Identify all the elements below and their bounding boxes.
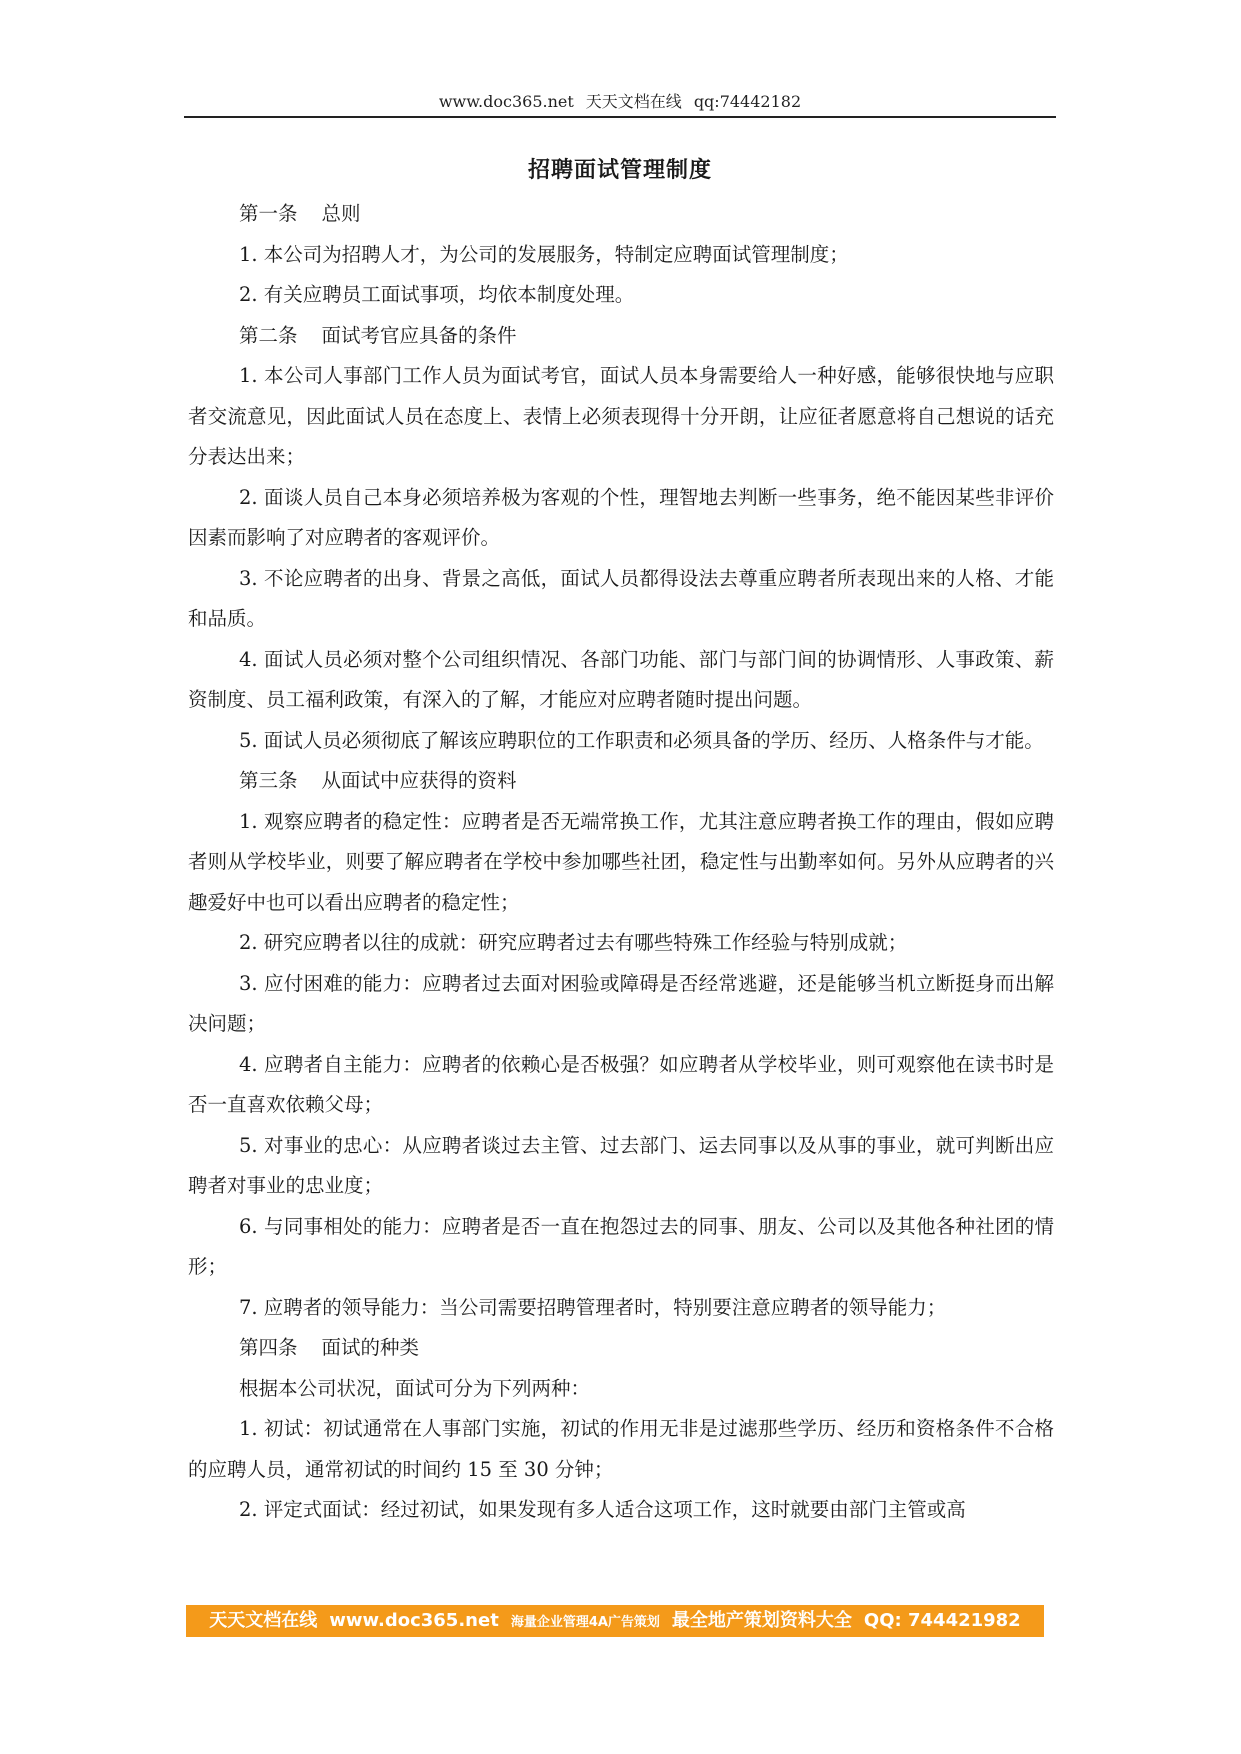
article-title: 面试的种类 — [321, 1336, 420, 1359]
body-paragraph: 3. 应付困难的能力：应聘者过去面对困验或障碍是否经常逃避，还是能够当机立断挺身而出解决问题； — [188, 971, 1054, 1035]
article-title: 从面试中应获得的资料 — [321, 769, 517, 792]
article-heading — [188, 316, 1054, 357]
body-paragraph: 2. 研究应聘者以往的成就：研究应聘者过去有哪些特殊工作经验与特别成就； — [239, 931, 908, 954]
footer-slogan-2: 最全地产策划资料大全 — [671, 1610, 852, 1631]
body-paragraph: 2. 有关应聘员工面试事项，均依本制度处理。 — [239, 283, 635, 306]
footer-site: 天天文档在线 — [209, 1610, 318, 1631]
body-paragraph: 5. 对事业的忠心：从应聘者谈过去主管、过去部门、运去同事以及从事的事业，就可判断出应聘者对事业的忠业度； — [188, 1133, 1054, 1197]
body-paragraph: 根据本公司状况，面试可分为下列两种： — [239, 1376, 591, 1400]
article-number: 第四条 — [239, 1336, 298, 1359]
body-paragraph: 4. 面试人员必须对整个公司组织情况、各部门功能、部门与部门间的协调情形、人事政策、薪资制度、员工福利政策，有深入的了解，才能应对应聘者随时提出问题。 — [188, 647, 1054, 711]
header-qq: qq:74442182 — [693, 92, 802, 111]
header-site: 天天文档在线 — [585, 92, 682, 111]
body-paragraph: 7. 应聘者的领导能力：当公司需要招聘管理者时，特别要注意应聘者的领导能力； — [239, 1295, 947, 1319]
body-paragraph: 4. 应聘者自主能力：应聘者的依赖心是否极强？如应聘者从学校毕业，则可观察他在读书时是否一直喜欢依赖父母； — [188, 1052, 1054, 1116]
body-paragraph: 1. 本公司为招聘人才，为公司的发展服务，特制定应聘面试管理制度； — [239, 242, 849, 266]
header-url: www.doc365.net — [438, 92, 574, 111]
body-paragraph: 6. 与同事相处的能力：应聘者是否一直在抱怨过去的同事、朋友、公司以及其他各种社团的情形； — [188, 1214, 1054, 1278]
header-divider — [184, 116, 1056, 118]
document-body — [188, 194, 1054, 1531]
article-number: 第一条 — [239, 202, 298, 225]
article-number: 第三条 — [239, 769, 298, 792]
body-paragraph: 5. 面试人员必须彻底了解该应聘职位的工作职责和必须具备的学历、经历、人格条件与才能。 — [239, 728, 1044, 752]
body-paragraph: 3. 不论应聘者的出身、背景之高低，面试人员都得设法去尊重应聘者所表现出来的人格、才能和品质。 — [188, 566, 1054, 630]
article-title: 面试考官应具备的条件 — [321, 323, 517, 347]
page-header — [184, 88, 1056, 116]
article-heading — [188, 1328, 1054, 1369]
body-paragraph: 1. 初试：初试通常在人事部门实施，初试的作用无非是过滤那些学历、经历和资格条件不合格的应聘人员，通常初试的时间约 15 至 30 分钟； — [188, 1417, 1054, 1481]
body-paragraph: 2. 评定式面试：经过初试，如果发现有多人适合这项工作，这时就要由部门主管或高 — [239, 1498, 966, 1521]
article-heading — [188, 761, 1054, 802]
article-number: 第二条 — [239, 323, 298, 347]
body-paragraph: 1. 观察应聘者的稳定性：应聘者是否无端常换工作，尤其注意应聘者换工作的理由，假如应聘者则从学校毕业，则要了解应聘者在学校中参加哪些社团，稳定性与出勤率如何。另外从应聘者的兴趣爱好中也可以看出应聘者的稳定性； — [188, 809, 1054, 914]
document-title: 招聘面试管理制度 — [527, 157, 712, 183]
body-paragraph: 2. 面谈人员自己本身必须培养极为客观的个性，理智地去判断一些事务，绝不能因某些非评价因素而影响了对应聘者的客观评价。 — [188, 485, 1054, 549]
footer-qq: QQ: 744421982 — [863, 1610, 1021, 1631]
article-heading — [188, 194, 1054, 235]
body-paragraph: 1. 本公司人事部门工作人员为面试考官，面试人员本身需要给人一种好感，能够很快地与应职者交流意见，因此面试人员在态度上、表情上必须表现得十分开朗，让应征者愿意将自己想说的话充分表达出来； — [188, 364, 1054, 468]
footer-banner — [186, 1605, 1044, 1637]
article-title: 总则 — [321, 202, 361, 225]
footer-url: www.doc365.net — [329, 1610, 499, 1631]
footer-slogan-1: 海量企业管理4A广告策划 — [510, 1615, 660, 1630]
